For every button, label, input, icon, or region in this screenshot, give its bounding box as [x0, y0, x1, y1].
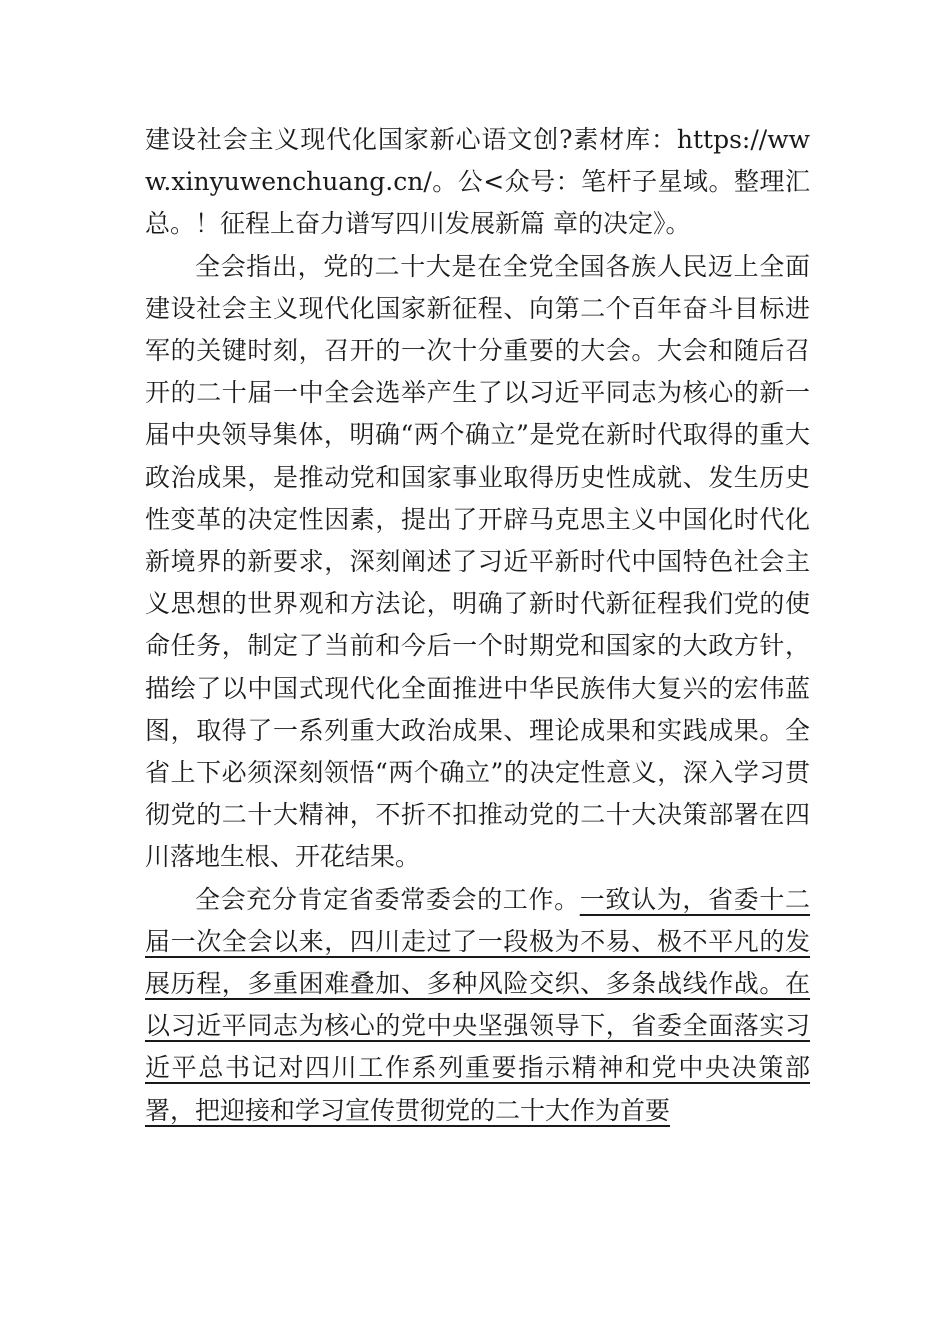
paragraph-header: 建设社会主义现代化国家新心语文创?素材库：https://www.xinyuwenchuang.cn/。公<众号：笔杆子星域。整理汇总。！征程上奋力谱写四川发展新篇 章的决定》。 [145, 125, 810, 239]
paragraph-plenary-summary: 全会指出，党的二十大是在全党全国各族人民迈上全面建设社会主义现代化国家新征程、向第二个百年奋斗目标进军的关键时刻，召开的一次十分重要的大会。大会和随后召开的二十届一中全会选举产生了以习近平同志为核心的新一届中央领导集体，明确“两个确立”是党在新时代取得的重大政治成果，是推动党和国家事业取得历史性成就、发生历史性变革的决定性因素，提出了开辟马克思主义中国化时代化新境界的新要求，深刻阐述了习近平新时代中国特色社会主义思想的世界观和方法论，明确了新时代新征程我们党的使命任务，制定了当前和今后一个时期党和国家的大政方针，描绘了以中国式现代化全面推进中华民族伟大复兴的宏伟蓝图，取得了一系列重大政治成果、理论成果和实践成果。全省上下必须深刻领悟“两个确立”的决定性意义，深入学习贯彻党的二十大精神，不折不扣推动党的二十大决策部署在四川落地生根、开花结果。 [145, 251, 810, 872]
document-body [145, 119, 810, 1132]
paragraph-plain-text: 全会充分肯定省委常委会的工作。 [195, 884, 580, 914]
paragraph-underlined-text: 一致认为，省委十二届一次全会以来，四川走过了一段极为不易、极不平凡的发展历程，多重困难叠加、多种风险交织、多条战线作战。在以习近平同志为核心的党中央坚强领导下，省委全面落实习近平总书记对四川工作系列重要指示精神和党中央决策部署，把迎接和学习宣传贯彻党的二十大作为首要 [145, 884, 810, 1125]
paragraph-standing-committee [145, 879, 810, 1132]
